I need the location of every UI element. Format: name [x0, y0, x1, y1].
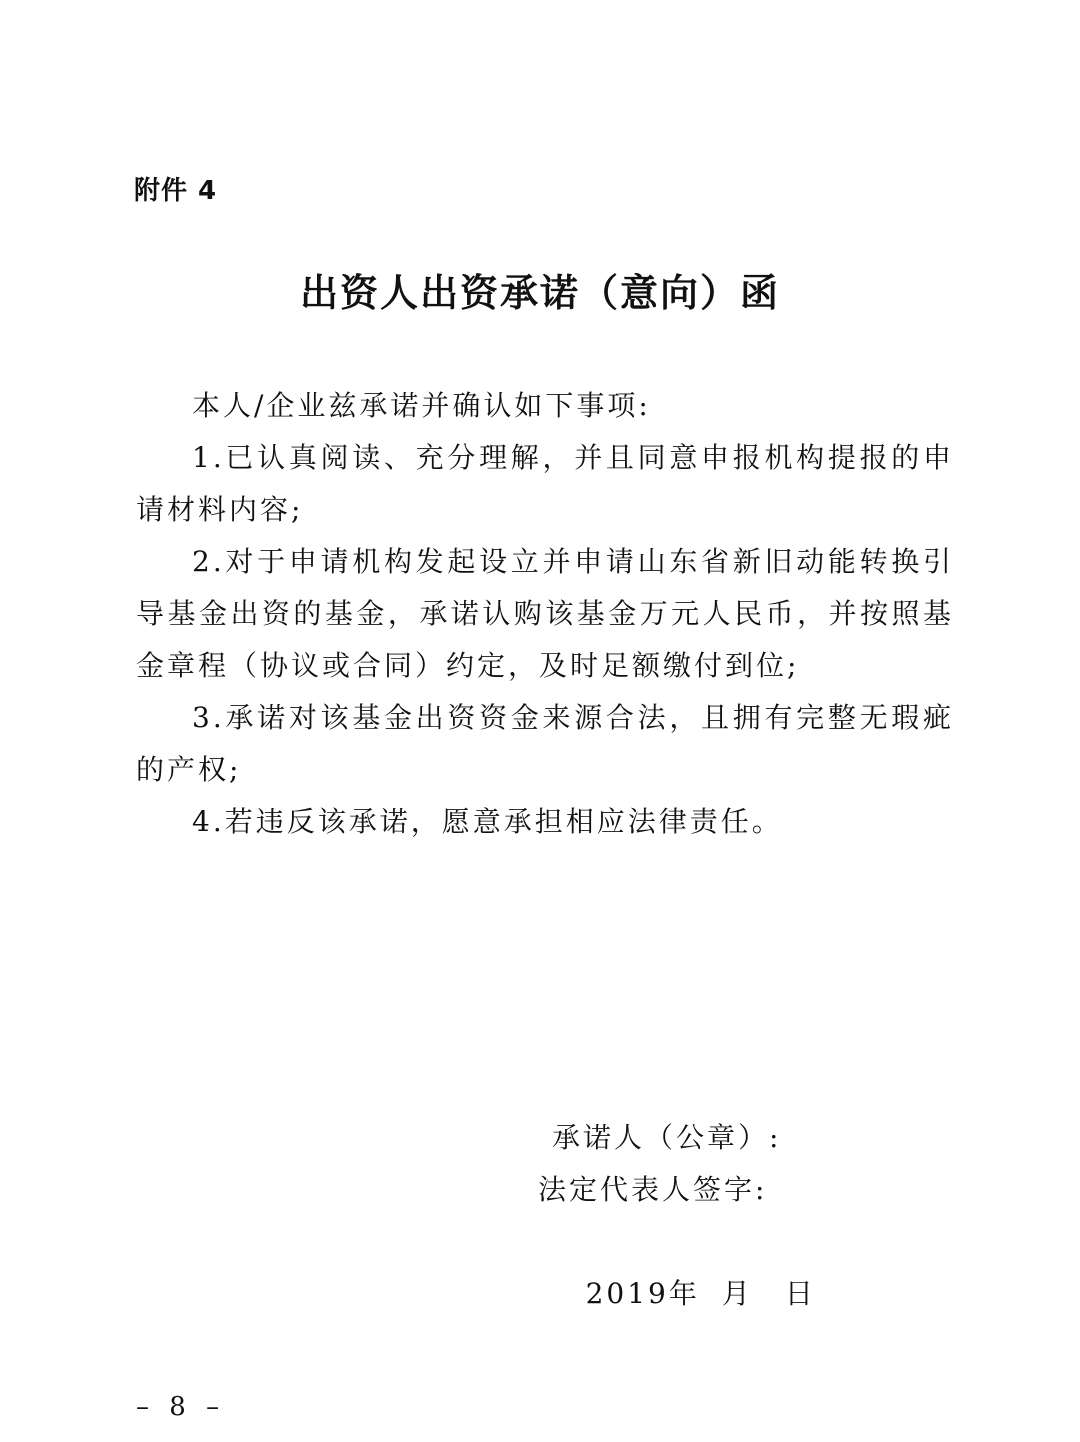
document-body	[136, 380, 954, 848]
date-day: 日	[784, 1277, 816, 1310]
attachment-label: 附件 4	[134, 176, 218, 206]
date-line	[538, 1216, 816, 1372]
paragraph-item-1: 1.已认真阅读、充分理解，并且同意申报机构提报的申请材料内容;	[136, 441, 954, 526]
paragraph-item-2: 2.对于申请机构发起设立并申请山东省新旧动能转换引导基金出资的基金，承诺认购该基金万元人民币，并按照基金章程（协议或合同）约定，及时足额缴付到位;	[136, 545, 954, 682]
signature-block	[538, 1112, 816, 1372]
legal-representative-line: 法定代表人签字:	[538, 1173, 768, 1206]
date-year: 2019年	[585, 1277, 700, 1310]
page-number: – 8 –	[136, 1392, 226, 1422]
date-month: 月	[721, 1277, 753, 1310]
document-title: 出资人出资承诺（意向）函	[299, 271, 780, 315]
paragraph-item-3: 3.承诺对该基金出资资金来源合法，且拥有完整无瑕疵的产权;	[136, 701, 954, 786]
promisor-seal-line: 承诺人（公章）:	[552, 1121, 782, 1154]
paragraph-item-4: 4.若违反该承诺，愿意承担相应法律责任。	[192, 805, 783, 838]
paragraph-intro: 本人/企业兹承诺并确认如下事项:	[192, 389, 651, 422]
